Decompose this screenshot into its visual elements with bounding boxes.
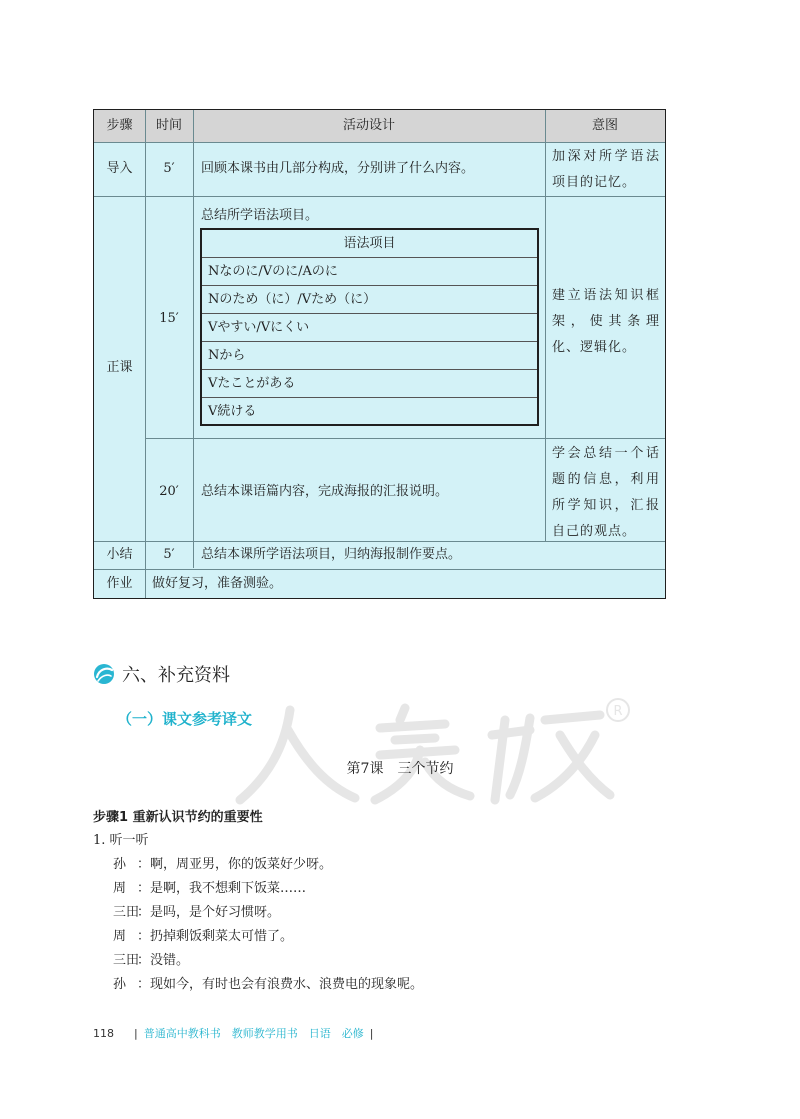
header-activity: 活动设计 (342, 118, 395, 133)
utterance: 是吗，是个好习惯呀。 (150, 905, 281, 920)
summary-activity: 总结本课所学语法项目，归纳海报制作要点。 (201, 547, 462, 562)
row-divider (94, 142, 665, 143)
speaker: 孙 (113, 977, 127, 992)
section-subtitle: （一）课文参考译文 (117, 710, 253, 728)
intro-intent: 加深对所学语法项目的记忆。 (552, 149, 660, 190)
dialogue-line: 三田：是吗，是个好习惯呀。 (113, 901, 280, 920)
intro-activity: 回顾本课书由几部分构成，分别讲了什么内容。 (201, 161, 475, 176)
grammar-item: Nなのに/Vのに/Aのに (202, 258, 537, 286)
main-part1-time: 15′ (159, 311, 179, 326)
footer-divider: | (134, 1027, 138, 1040)
intro-time: 5′ (163, 161, 175, 176)
main-part2-intent: 学会总结一个话题的信息，利用所学知识，汇报自己的观点。 (552, 446, 660, 539)
speaker: 周 (113, 929, 127, 944)
main-part2-activity: 总结本课语篇内容，完成海报的汇报说明。 (201, 484, 449, 499)
dialogue-line: 三田：没错。 (113, 949, 189, 968)
page-footer (93, 1025, 379, 1041)
speaker: 三田 (113, 953, 140, 968)
speaker: 三田 (113, 905, 140, 920)
col-divider (545, 110, 546, 541)
grammar-item: Nから (202, 342, 537, 370)
grammar-item: V続ける (208, 404, 257, 419)
homework-step: 作业 (106, 576, 133, 591)
col-divider (145, 110, 146, 598)
lesson-plan-table (93, 109, 666, 599)
footer-book-title: 普通高中教科书 教师教学用书 日语 必修 (143, 1027, 364, 1040)
svg-text:R: R (613, 704, 623, 719)
watermark-logo (230, 690, 650, 810)
lesson-title: 第7课 三个节约 (346, 761, 454, 777)
dialogue-line: 孙 ：现如今，有时也会有浪费水、浪费电的现象呢。 (113, 973, 423, 992)
homework-activity: 做好复习，准备测验。 (152, 576, 283, 591)
grammar-item: Vたことがある (202, 370, 537, 398)
summary-step: 小结 (106, 547, 133, 562)
grammar-items-table (200, 228, 539, 426)
row-divider (94, 196, 665, 197)
utterance: 扔掉剩饭剩菜太可惜了。 (150, 929, 294, 944)
listen-label: 1. 听一听 (93, 833, 149, 848)
utterance: 啊，周亚男，你的饭菜好少呀。 (150, 857, 333, 872)
header-time: 时间 (155, 118, 182, 133)
header-intent: 意图 (591, 118, 618, 133)
section-swirl-icon (92, 662, 116, 686)
step-title: 步骤1 重新认识节约的重要性 (93, 810, 263, 825)
grammar-item: Vやすい/Vにくい (202, 314, 537, 342)
main-step: 正课 (106, 360, 133, 375)
utterance: 现如今，有时也会有浪费水、浪费电的现象呢。 (150, 977, 424, 992)
header-step: 步骤 (106, 118, 133, 133)
intro-step: 导入 (106, 161, 133, 176)
main-part2-time: 20′ (159, 484, 179, 499)
row-divider (145, 438, 665, 439)
summary-time: 5′ (163, 547, 175, 562)
grammar-item: Nのため（に）/Vため（に） (202, 286, 537, 314)
utterance: 是啊，我不想剩下饭菜…… (150, 881, 307, 896)
row-divider (94, 569, 665, 570)
footer-divider: | (369, 1027, 374, 1040)
col-divider (193, 110, 194, 568)
page-number: 118 (93, 1027, 114, 1040)
main-part1-intent: 建立语法知识框架，使其条理化、逻辑化。 (552, 288, 660, 355)
utterance: 没错。 (150, 953, 190, 968)
main-part1-activity: 总结所学语法项目。 (201, 208, 319, 223)
dialogue-line: 孙 ：啊，周亚男，你的饭菜好少呀。 (113, 853, 332, 872)
speaker: 周 (113, 881, 127, 896)
section-title: 六、补充资料 (122, 665, 230, 686)
speaker: 孙 (113, 857, 127, 872)
dialogue-line: 周 ：扔掉剩饭剩菜太可惜了。 (113, 925, 293, 944)
grammar-table-header: 语法项目 (202, 230, 537, 258)
dialogue-line: 周 ：是啊，我不想剩下饭菜…… (113, 877, 306, 896)
